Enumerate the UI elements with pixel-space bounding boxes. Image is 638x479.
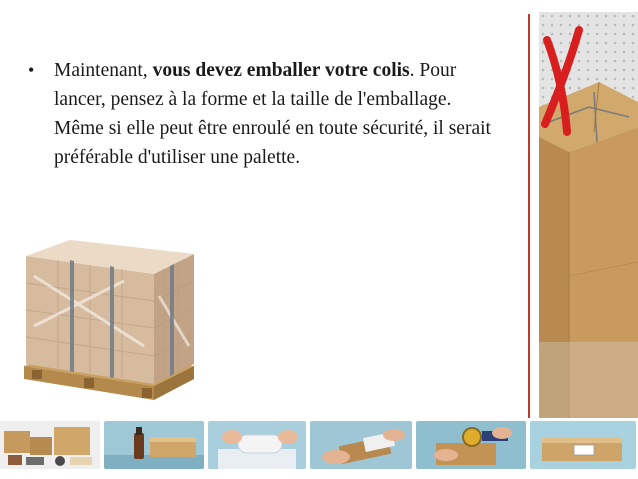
bullet-paragraph	[28, 56, 498, 172]
thumb-wrapping-item	[310, 421, 412, 469]
box-photo	[539, 12, 638, 418]
bullet-rest: . Pour lancer, pensez à la forme et la taille de l'emballage. Même si elle peut être enroulé en toute sécurité, il serait préférable d'utiliser une palette.	[54, 60, 491, 168]
thumb-finished-parcel	[530, 421, 636, 469]
thumb-taping-box	[416, 421, 526, 469]
thumb-rolling-bubble-wrap	[208, 421, 306, 469]
thumb-packing-supplies	[0, 421, 100, 469]
bullet-marker: •	[28, 60, 35, 80]
slide-divider	[528, 14, 530, 418]
thumb-bottle-and-box	[104, 421, 204, 469]
bullet-text	[54, 56, 498, 172]
cardboard-box-with-red-x	[539, 12, 638, 418]
wrapped-pallet-illustration	[14, 236, 204, 416]
thumbnail-strip	[0, 421, 638, 469]
bullet-emphasis: vous devez emballer votre colis	[152, 60, 410, 81]
bullet-intro: Maintenant,	[54, 60, 153, 81]
